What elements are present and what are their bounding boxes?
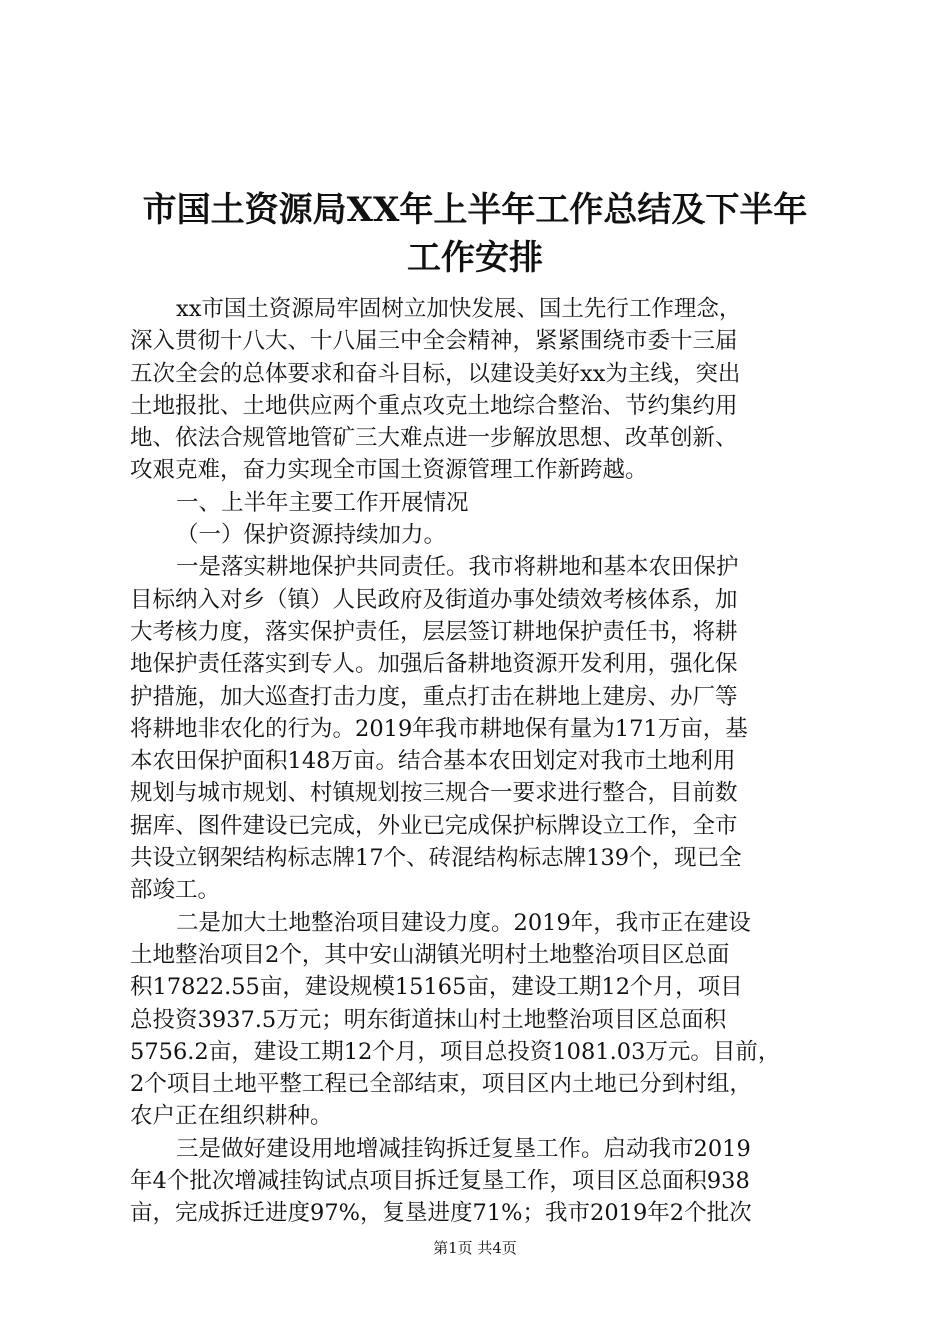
document-title-line-1: 市国土资源局XX年上半年工作总结及下半年 [142, 190, 808, 230]
paragraph-line: 土地整治项目2个，其中安山湖镇光明村土地整治项目区总面 [130, 941, 730, 968]
paragraph-line: 目标纳入对乡（镇）人民政府及街道办事处绩效考核体系，加 [130, 586, 738, 613]
document-body [130, 293, 830, 1230]
paragraph-line: 2个项目土地平整工程已全部结束，项目区内土地已分到村组， [130, 1071, 752, 1098]
paragraph-line: xx市国土资源局牢固树立加快发展、国土先行工作理念， [176, 296, 742, 322]
paragraph-line: 护措施，加大巡查打击力度，重点打击在耕地上建房、办厂等 [130, 683, 738, 710]
paragraph-line: 攻艰克难，奋力实现全市国土资源管理工作新跨越。 [130, 457, 648, 484]
paragraph-line: 年4个批次增减挂钩试点项目拆迁复垦工作，项目区总面积938 [130, 1168, 750, 1195]
paragraph-line: 5756.2亩，建设工期12个月，项目总投资1081.03万元。目前， [130, 1038, 781, 1065]
paragraph-line: 一是落实耕地保护共同责任。我市将耕地和基本农田保护 [176, 554, 739, 581]
paragraph-line: 规划与城市规划、村镇规划按三规合一要求进行整合，目前数 [130, 780, 738, 807]
paragraph-line: 亩，完成拆迁进度97%，复垦进度71%；我市2019年2个批次 [130, 1200, 752, 1227]
paragraph-line: 农户正在组织耕种。 [130, 1103, 333, 1130]
paragraph-line: 总投资3937.5万元；明东街道抹山村土地整治项目区总面积 [130, 1006, 727, 1033]
subsection-heading: （一）保护资源持续加力。 [176, 522, 447, 549]
paragraph-line: 将耕地非农化的行为。2019年我市耕地保有量为171万亩，基 [130, 715, 748, 742]
paragraph-line: 共设立钢架结构标志牌17个、砖混结构标志牌139个，现已全 [130, 845, 742, 872]
paragraph-line: 本农田保护面积148万亩。结合基本农田划定对我市土地利用 [130, 748, 736, 775]
paragraph-line: 积17822.55亩，建设规模15165亩，建设工期12个月，项目 [130, 974, 743, 1001]
paragraph-line: 深入贯彻十八大、十八届三中全会精神，紧紧围绕市委十三届 [130, 328, 738, 355]
paragraph-line: 部竣工。 [130, 877, 221, 904]
paragraph-line: 二是加大土地整治项目建设力度。2019年，我市正在建设 [176, 909, 751, 936]
paragraph-line: 据库、图件建设已完成，外业已完成保护标牌设立工作，全市 [130, 812, 738, 839]
paragraph-line: 大考核力度，落实保护责任，层层签订耕地保护责任书，将耕 [130, 618, 738, 645]
paragraph-line: 地保护责任落实到专人。加强后备耕地资源开发利用，强化保 [130, 651, 738, 678]
paragraph-line: 地、依法合规管地管矿三大难点进一步解放思想、改革创新、 [130, 425, 738, 452]
section-heading: 一、上半年主要工作开展情况 [176, 489, 469, 516]
paragraph-line: 五次全会的总体要求和奋斗目标，以建设美好xx为主线，突出 [130, 360, 741, 387]
document-title-line-2: 工作安排 [407, 238, 543, 278]
paragraph-line: 土地报批、土地供应两个重点攻克土地综合整治、节约集约用 [130, 392, 738, 419]
page-footer: 第1页 共4页 [433, 1239, 517, 1257]
paragraph-line: 三是做好建设用地增减挂钩拆迁复垦工作。启动我市2019 [176, 1135, 751, 1162]
